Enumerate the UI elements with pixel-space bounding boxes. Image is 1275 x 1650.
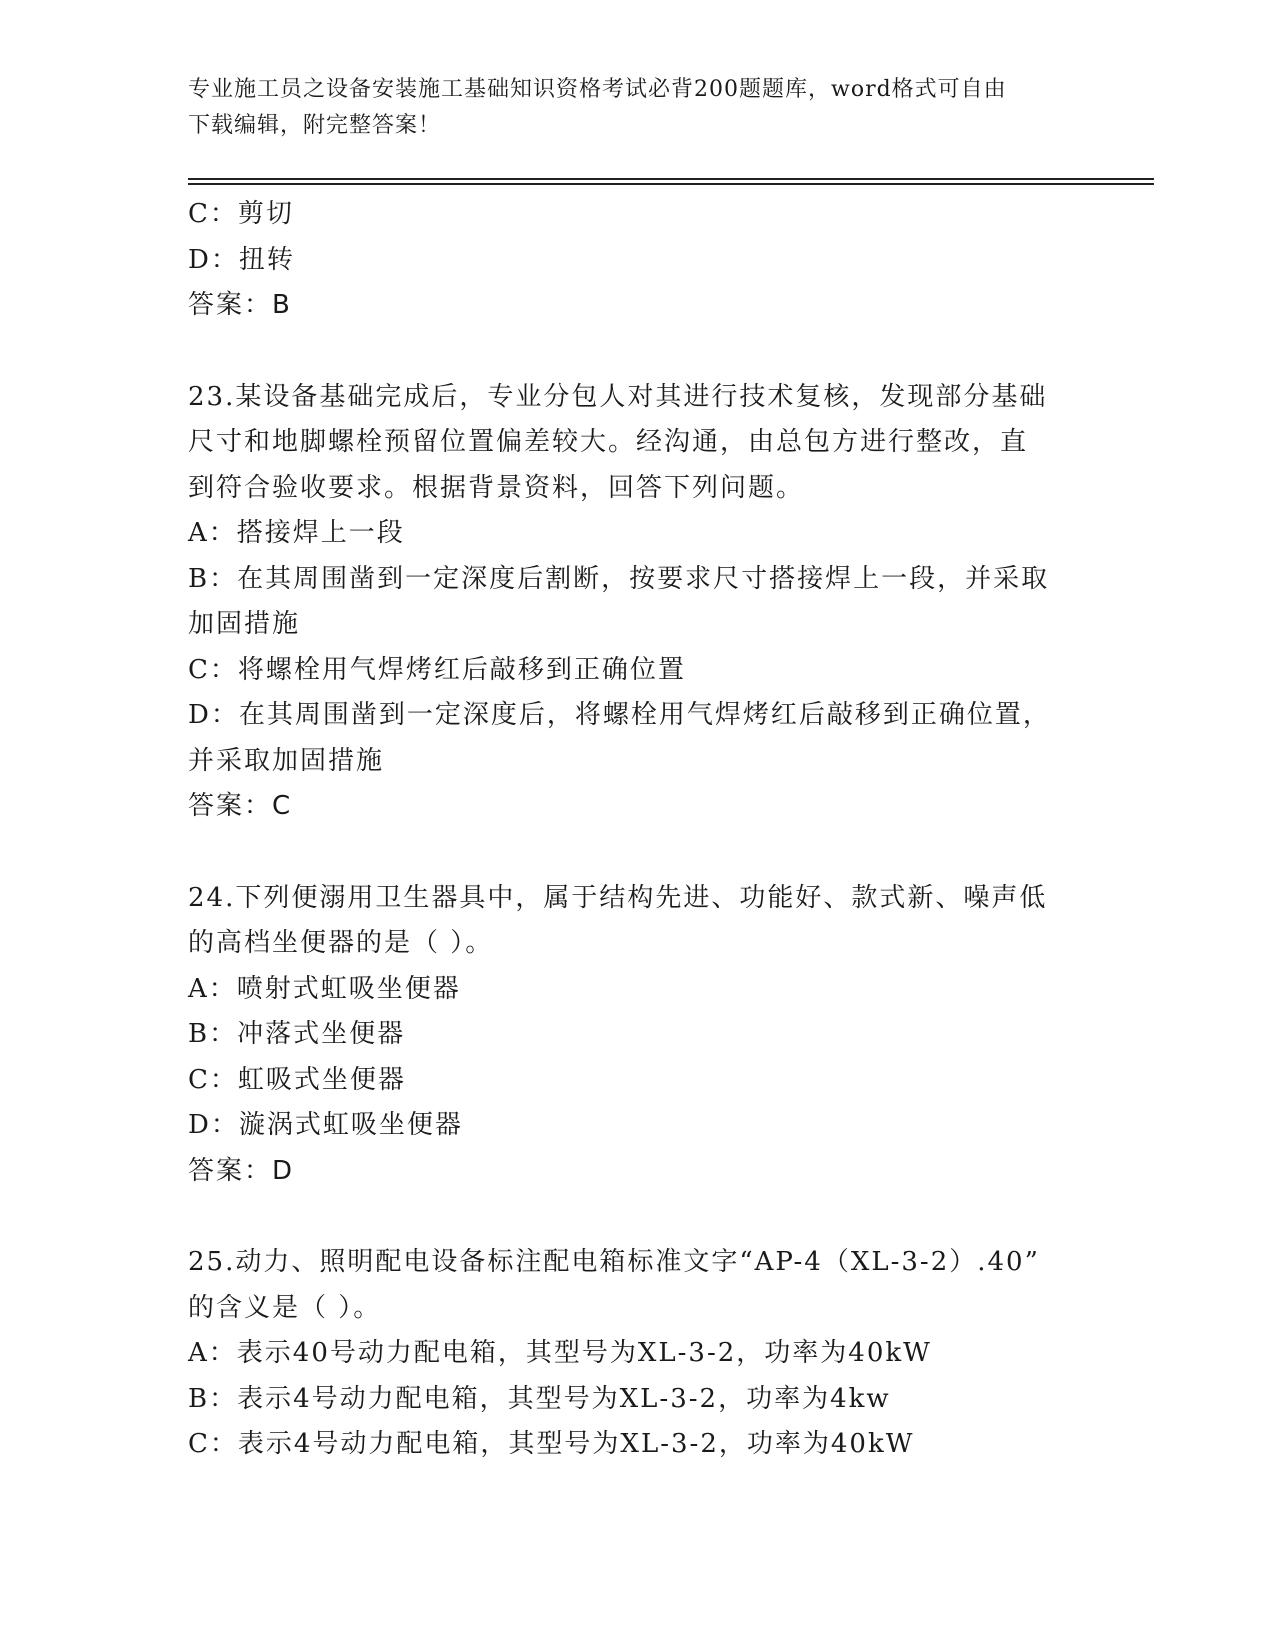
q23-option-c: C：将螺栓用气焊烤红后敲移到正确位置 [188, 654, 686, 685]
header-title-line-1: 专业施工员之设备安装施工基础知识资格考试必背200题题库，word格式可自由 [188, 77, 1007, 102]
q25-option-a: A：表示40号动力配电箱，其型号为XL-3-2，功率为40kW [188, 1338, 932, 1368]
q23-option-a: A：搭接焊上一段 [188, 518, 405, 548]
q22-option-c: C：剪切 [188, 199, 294, 229]
q25-stem-line-2: 的含义是（ ）。 [188, 1292, 382, 1323]
q23-option-b-line-2: 加固措施 [188, 609, 301, 639]
q25-stem-line-1: 25.动力、照明配电设备标注配电箱标准文字“AP-4（XL-3-2）.40” [188, 1247, 1040, 1277]
q23-stem-line-3: 到符合验收要求。根据背景资料，回答下列问题。 [188, 472, 805, 503]
document-header [188, 72, 1088, 144]
q23-option-d-line-1: D：在其周围凿到一定深度后，将螺栓用气焊烤红后敲移到正确位置， [188, 700, 1051, 730]
q23-stem-line-1: 23.某设备基础完成后，专业分包人对其进行技术复核，发现部分基础 [188, 381, 1048, 412]
spacer [188, 329, 1088, 375]
header-title-line-2: 下载编辑，附完整答案！ [188, 113, 442, 138]
q25-option-b: B：表示4号动力配电箱，其型号为XL-3-2，功率为4kw [188, 1383, 891, 1414]
q24-stem-line-1: 24.下列便溺用卫生器具中，属于结构先进、功能好、款式新、噪声低 [188, 882, 1048, 913]
q23-option-b-line-1: B：在其周围凿到一定深度后割断，按要求尺寸搭接焊上一段，并采取 [188, 563, 1050, 594]
q24-answer: 答案：D [188, 1155, 295, 1186]
spacer [188, 1194, 1088, 1240]
header-divider-top [188, 178, 1154, 180]
question-list [188, 192, 1088, 1468]
q24-stem-line-2: 的高档坐便器的是（ ）。 [188, 928, 494, 958]
spacer [188, 830, 1088, 876]
q24-option-a: A：喷射式虹吸坐便器 [188, 973, 461, 1004]
q24-option-d: D：漩涡式虹吸坐便器 [188, 1110, 463, 1140]
q22-answer: 答案：B [188, 290, 292, 320]
q24-option-b: B：冲落式坐便器 [188, 1019, 406, 1049]
q22-option-d: D：扭转 [188, 244, 295, 275]
q23-option-d-line-2: 并采取加固措施 [188, 745, 385, 776]
q23-answer: 答案：C [188, 791, 293, 821]
q24-option-c: C：虹吸式坐便器 [188, 1064, 406, 1095]
q25-option-c: C：表示4号动力配电箱，其型号为XL-3-2，功率为40kW [188, 1429, 915, 1459]
q23-stem-line-2: 尺寸和地脚螺栓预留位置偏差较大。经沟通，由总包方进行整改，直 [188, 427, 1029, 457]
header-divider-bottom [188, 183, 1154, 185]
